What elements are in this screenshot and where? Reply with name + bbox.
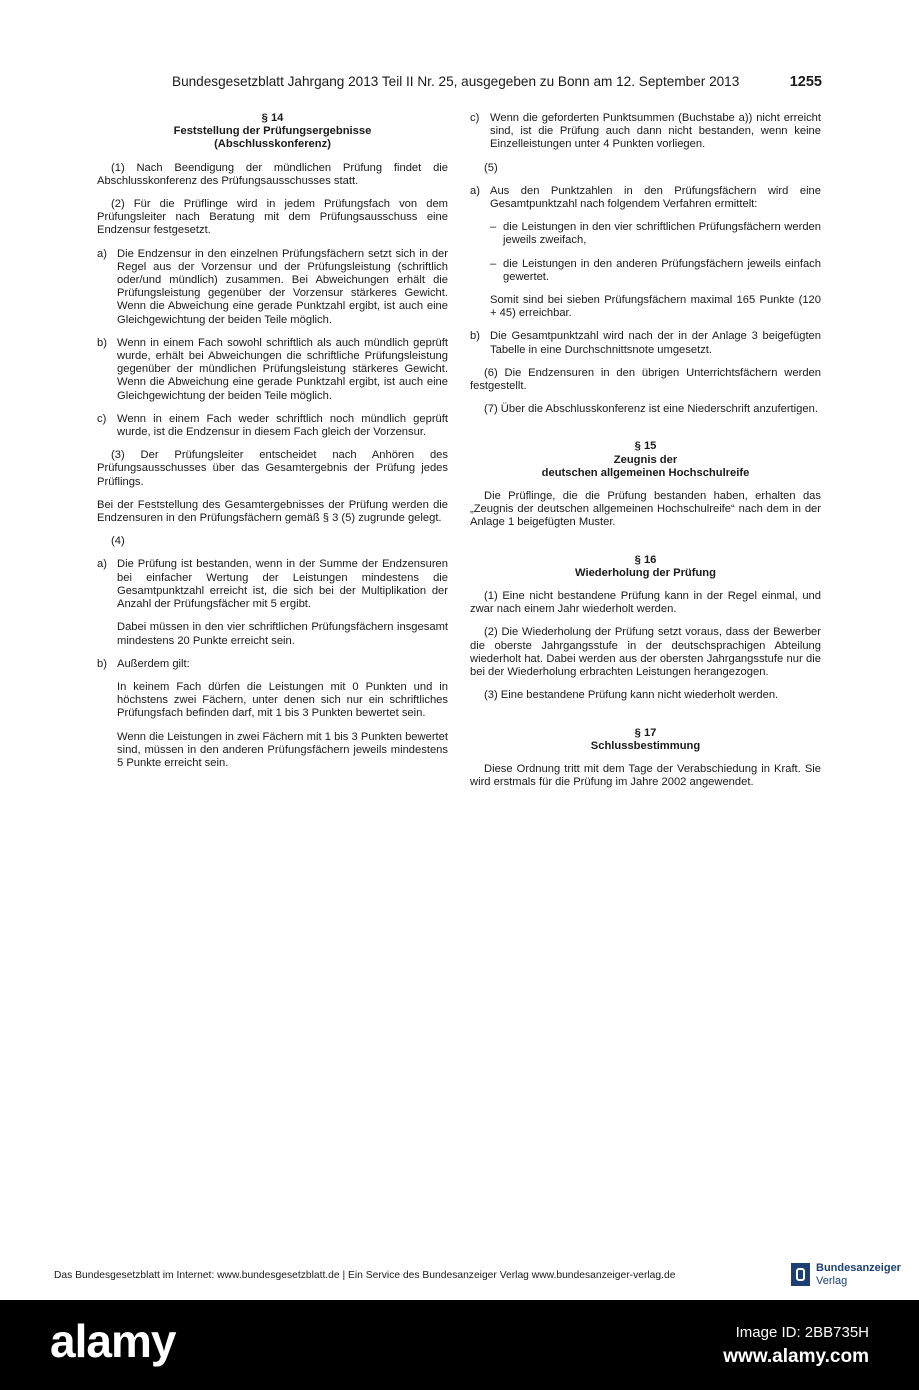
dash-text: die Leistungen in den vier schriftlichen Prüfungsfächern werden jeweils zweifach, [503,221,821,247]
section-number: § 15 [634,440,657,453]
section-title: Feststellung der Prüfungsergebnisse [173,125,372,138]
section-number: § 17 [634,726,657,739]
page-number: 1255 [789,74,822,90]
right-column [470,112,821,799]
paragraph: Die Prüflinge, die die Prüfung bestanden haben, erhalten das „Zeugnis der deutschen allgemeinen Hochschulreife“ nach dem in der Anlage 1 beigefügten Muster. [470,490,821,529]
item-label: c) [97,412,107,425]
dash-symbol: – [490,221,497,234]
sub-paragraph: Somit sind bei sieben Prüfungsfächern maximal 165 Punkte (120 + 45) erreichbar. [490,294,821,320]
logo-line2: Verlag [816,1275,848,1287]
paragraph: (3) Eine bestandene Prüfung kann nicht wiederholt werden. [484,689,779,702]
section-16-heading [470,554,821,580]
sub-paragraph: Wenn die Leistungen in zwei Fächern mit 1 bis 3 Punkten bewertet sind, müssen in den anderen Prüfungsfächern jeweils mindestens 5 Punkte erreicht sein. [117,730,448,769]
bundesanzeiger-logo-icon [791,1263,810,1286]
list-item [97,337,448,403]
item-label: b) [97,657,107,670]
item-label: a) [97,558,107,571]
list-item [470,112,821,152]
sub-paragraph: Dabei müssen in den vier schriftlichen Prüfungsfächern insgesamt mindestens 20 Punkte erreicht sein. [117,621,448,647]
item-label: a) [470,184,480,197]
paragraph: Bei der Feststellung des Gesamtergebnisses der Prüfung werden die Endzensuren in den Prüfungsfächern gemäß § 3 (5) zugrunde gelegt. [97,498,448,525]
paragraph: (2) Für die Prüflinge wird in jedem Prüfungsfach von dem Prüfungsleiter nach Beratung mit dem Prüfungsausschuss eine Endzensur festgesetzt. [97,198,448,237]
sub-paragraph: In keinem Fach dürfen die Leistungen mit 0 Punkten und in höchstens zwei Fächern, unter denen sich nur ein schriftliches Prüfungsfach befinden darf, mit 1 bis 3 Punkten bewertet sein. [117,680,448,720]
logo-line1: Bundesanzeiger [816,1262,901,1274]
watermark-url: www.alamy.com [723,1346,869,1367]
item-text: Wenn die geforderten Punktsummen (Buchstabe a)) nicht erreicht sind, ist die Prüfung auch dann nicht bestanden, wenn keine Einzelleistungen unter 4 Punkten vorliegen. [490,112,821,151]
item-text: Die Gesamtpunktzahl wird nach der in der Anlage 3 beigefügten Tabelle in eine Durchschnittsnote umgesetzt. [490,330,821,356]
dash-item [490,221,821,247]
paragraph: (6) Die Endzensuren in den übrigen Unterrichtsfächern werden festgestellt. [470,366,821,393]
list-item [470,185,821,211]
dash-text: die Leistungen in den anderen Prüfungsfächern jeweils einfach gewertet. [503,257,821,283]
section-title: (Abschlusskonferenz) [214,138,331,151]
list-item [97,413,448,439]
publisher-logo [791,1262,911,1290]
item-label: b) [470,330,480,343]
dash-symbol: – [490,257,497,270]
page-footer: Das Bundesgesetzblatt im Internet: www.bundesgesetzblatt.de | Ein Service des Bundesanzeiger Verlag www.bundesanzeiger-verlag.de [54,1270,676,1281]
section-title: Schlussbestimmung [590,739,701,752]
page-header [172,74,822,92]
watermark-brand: alamy [50,1315,176,1367]
paragraph: Diese Ordnung tritt mit dem Tage der Verabschiedung in Kraft. Sie wird erstmals für die Prüfung im Jahre 2002 angewendet. [470,762,821,789]
list-item [97,658,448,671]
item-text: Wenn in einem Fach weder schriftlich noch mündlich geprüft wurde, ist die Endzensur in diesem Fach gleich der Vorzensur. [117,412,448,439]
section-title: Zeugnis der [613,453,678,466]
watermark-image-id: Image ID: 2BB735H [735,1324,869,1341]
list-item [97,558,448,611]
paragraph: (2) Die Wiederholung der Prüfung setzt voraus, dass der Bewerber die oberste Jahrgangsstufe in der deutschsprachigen Abteilung wiederholt hat. Dabei werden aus der obersten Jahrgangsstufe nur die bei der Wiederholung erbrachten Leistungen herangezogen. [470,626,821,679]
item-text: Aus den Punktzahlen in den Prüfungsfächern wird eine Gesamtpunktzahl nach folgendem Verfahren ermittelt: [490,184,821,211]
item-text: Wenn in einem Fach sowohl schriftlich als auch mündlich geprüft wurde, erhält bei Abweichungen die schriftliche Prüfungsleistung gegenüber der mündlichen Prüfungsleistung stärkeres Gewicht. Wenn die Abweichung eine gerade Punktzahl ergibt, ist auch eine Gleichgewichtung der beiden Teile möglich. [117,336,448,402]
dash-item [490,258,821,284]
paragraph: (3) Der Prüfungsleiter entscheidet nach Anhören des Prüfungsausschusses über das Gesamtergebnis der Prüfung jedes Prüflings. [97,449,448,488]
watermark-bar [0,1300,919,1390]
item-text: Die Endzensur in den einzelnen Prüfungsfächern setzt sich in der Regel aus der Vorzensur und der Prüfungsleistung (schriftlich oder/und mündlich) zusammen. Bei Abweichungen erhält die Prüfungsleistung gegenüber der Vorzensur stärkeres Gewicht. Wenn die Abweichung eine gerade Punktzahl ergibt, ist auch eine Gleichgewichtung der beiden Teile möglich. [117,247,448,326]
section-number: § 14 [261,112,284,124]
paragraph: (7) Über die Abschlusskonferenz ist eine Niederschrift anzufertigen. [484,403,818,416]
gazette-title: Bundesgesetzblatt Jahrgang 2013 Teil II Nr. 25, ausgegeben zu Bonn am 12. September 2013 [172,74,740,89]
paragraph-number: (4) [111,535,125,548]
paragraph-number: (5) [484,161,498,174]
section-15-heading [470,440,821,480]
list-item [97,248,448,327]
list-item [470,330,821,356]
section-number: § 16 [634,553,657,566]
section-title: Wiederholung der Prüfung [575,566,716,579]
item-text: Die Prüfung ist bestanden, wenn in der Summe der Endzensuren bei einfacher Wertung der Leistungen mindestens die Gesamtpunktzahl erreicht ist, die sich bei der Multiplikation der Anzahl der Prüfungsfächer mit 5 ergibt. [117,558,448,611]
item-label: a) [97,247,107,260]
item-label: c) [470,112,480,124]
section-title: deutschen allgemeinen Hochschulreife [541,466,750,479]
paragraph: (1) Nach Beendigung der mündlichen Prüfung findet die Abschlusskonferenz des Prüfungsausschusses statt. [97,161,448,187]
item-label: b) [97,336,107,349]
section-14-heading [97,112,448,152]
paragraph: (1) Eine nicht bestandene Prüfung kann in der Regel einmal, und zwar nach einem Jahr wiederholt werden. [470,590,821,616]
left-column [97,112,448,780]
item-text: Außerdem gilt: [117,657,190,670]
section-17-heading [470,727,821,753]
